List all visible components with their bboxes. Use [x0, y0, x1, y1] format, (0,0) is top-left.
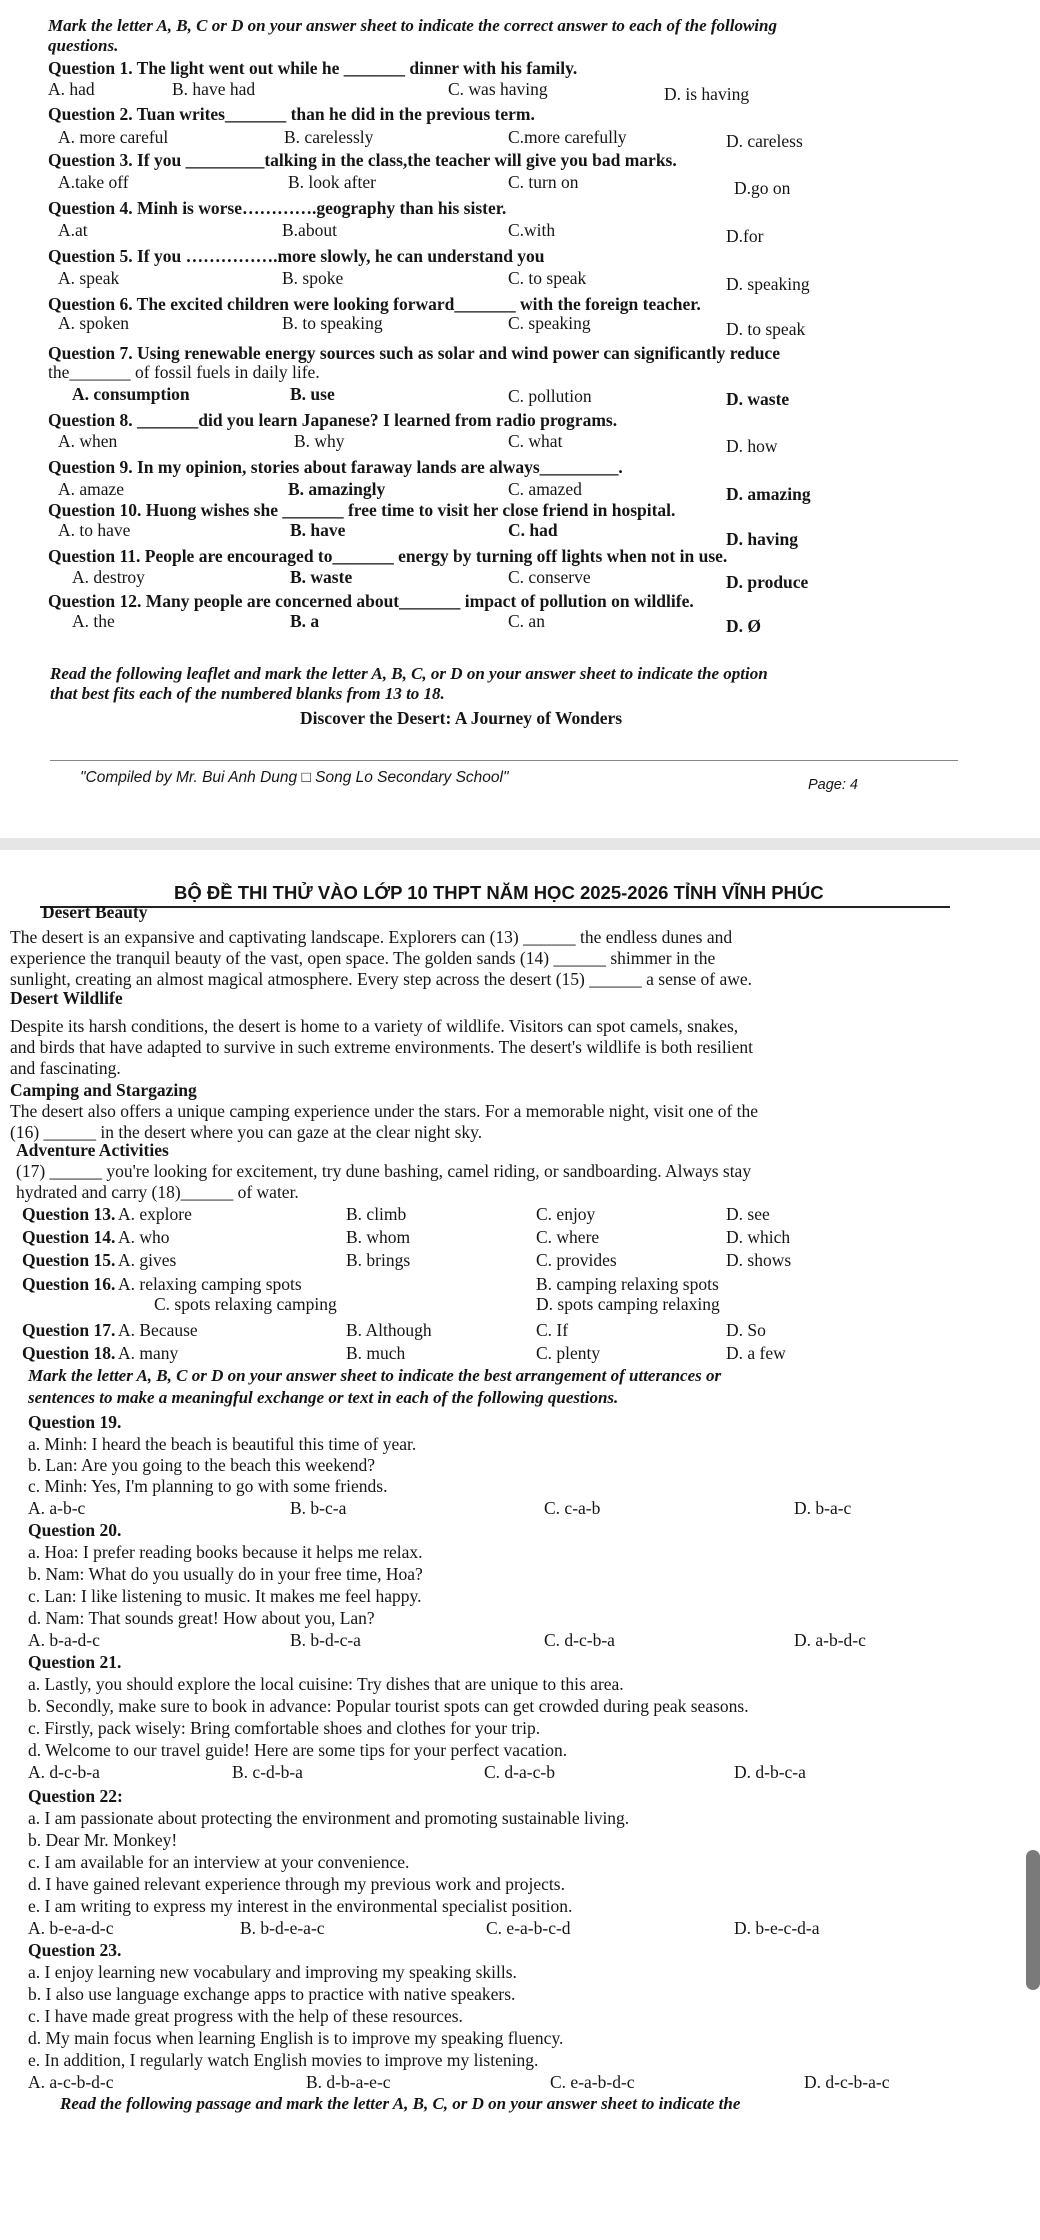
option-c: C. to speak — [508, 268, 587, 288]
option-b: B. have had — [172, 79, 256, 99]
option-c: C. e-a-b-d-c — [550, 2072, 635, 2092]
option-b: B. a — [290, 611, 320, 631]
option-b: B. brings — [346, 1250, 411, 1270]
arrange-line: d. I have gained relevant experience through my previous work and projects. — [28, 1874, 565, 1894]
question-label: Question 18. — [22, 1343, 116, 1363]
question-stem: Question 1. The light went out while he _______ dinner with his family. — [48, 58, 578, 78]
option-b: B. waste — [290, 567, 353, 587]
option-c: C. provides — [536, 1250, 617, 1270]
option-a: A. destroy — [72, 567, 145, 587]
arrange-line: b. Lan: Are you going to the beach this weekend? — [28, 1455, 375, 1475]
option-d: D. is having — [664, 84, 750, 104]
section-title: Desert Wildlife — [10, 988, 123, 1008]
option-c: C. d-c-b-a — [544, 1630, 615, 1650]
scrollbar-thumb[interactable] — [1026, 1850, 1040, 1990]
option-a: A. consumption — [72, 384, 190, 404]
option-c: C. conserve — [508, 567, 591, 587]
option-d: D. waste — [726, 389, 790, 409]
option-a: A. d-c-b-a — [28, 1762, 100, 1782]
section-title: Camping and Stargazing — [10, 1080, 197, 1100]
option-d: D. So — [726, 1320, 766, 1340]
option-c: C. amazed — [508, 479, 582, 499]
option-b: B. b-d-e-a-c — [240, 1918, 325, 1938]
option-a: A. the — [72, 611, 115, 631]
option-d: D. see — [726, 1204, 770, 1224]
option-b: B. use — [290, 384, 335, 404]
exam-page-5 — [0, 850, 1040, 2240]
option-d: D. shows — [726, 1250, 792, 1270]
option-d: D. d-c-b-a-c — [804, 2072, 890, 2092]
option-a: A. gives — [118, 1250, 177, 1270]
option-d: D.for — [726, 226, 764, 246]
arrange-line: c. Lan: I like listening to music. It makes me feel happy. — [28, 1586, 422, 1606]
arrange-line: c. I am available for an interview at your convenience. — [28, 1852, 410, 1872]
question-label: Question 13. — [22, 1204, 116, 1224]
question-stem: Question 8. _______did you learn Japanese? I learned from radio programs. — [48, 410, 618, 430]
arrange-line: a. Hoa: I prefer reading books because it helps me relax. — [28, 1542, 423, 1562]
passage-line: Despite its harsh conditions, the desert is home to a variety of wildlife. Visitors can spot camels, snakes, — [10, 1016, 739, 1036]
option-b: B. c-d-b-a — [232, 1762, 303, 1782]
arrange-line: d. Nam: That sounds great! How about you, Lan? — [28, 1608, 375, 1628]
footer-credit: "Compiled by Mr. Bui Anh Dung □ Song Lo Secondary School" — [80, 769, 509, 786]
option-c: C.with — [508, 220, 556, 240]
option-a: A. b-e-a-d-c — [28, 1918, 114, 1938]
option-d: D. produce — [726, 572, 809, 592]
option-a: A.at — [58, 220, 88, 240]
arrange-line: d. My main focus when learning English is to improve my speaking fluency. — [28, 2028, 564, 2048]
option-a: A.take off — [58, 172, 129, 192]
option-d: D.go on — [734, 178, 791, 198]
question-stem: Question 7. Using renewable energy sources such as solar and wind power can significantly reduce — [48, 343, 780, 363]
option-c: C. an — [508, 611, 545, 631]
arrange-line: a. I am passionate about protecting the environment and promoting sustainable living. — [28, 1808, 630, 1828]
option-a: A. a-b-c — [28, 1498, 86, 1518]
option-a: A. speak — [58, 268, 120, 288]
page-number: Page: 4 — [808, 777, 858, 793]
option-b: B. why — [294, 431, 345, 451]
option-d: D. amazing — [726, 484, 811, 504]
question-stem: Question 5. If you …………….more slowly, he can understand you — [48, 246, 545, 266]
option-a: A. spoken — [58, 313, 129, 333]
option-c: C. e-a-b-c-d — [486, 1918, 571, 1938]
arrange-line: c. I have made great progress with the help of these resources. — [28, 2006, 463, 2026]
option-d: D. to speak — [726, 319, 806, 339]
passage-line: and birds that have adapted to survive in such extreme environments. The desert's wildlife is both resilient — [10, 1037, 753, 1057]
option-b: B. look after — [288, 172, 376, 192]
option-a: A. relaxing camping spots — [118, 1274, 302, 1294]
passage-line: The desert is an expansive and captivating landscape. Explorers can (13) ______ the endless dunes and — [10, 927, 733, 947]
option-c: C. turn on — [508, 172, 579, 192]
option-b: B. much — [346, 1343, 406, 1363]
arrange-instruction: Mark the letter A, B, C or D on your answer sheet to indicate the best arrangement of utterances or — [28, 1366, 722, 1385]
option-b: B. d-b-a-e-c — [306, 2072, 391, 2092]
exam-header: BỘ ĐỀ THI THỬ VÀO LỚP 10 THPT NĂM HỌC 2025-2026 TỈNH VĨNH PHÚC — [174, 882, 824, 903]
question-title: Question 23. — [28, 1940, 122, 1960]
option-b: B.about — [282, 220, 337, 240]
option-c: C. c-a-b — [544, 1498, 601, 1518]
option-a: A. many — [118, 1343, 179, 1363]
instruction-line: Mark the letter A, B, C or D on your answer sheet to indicate the correct answer to each of the following — [48, 16, 777, 35]
option-a: A. to have — [58, 520, 131, 540]
arrange-line: a. I enjoy learning new vocabulary and improving my speaking skills. — [28, 1962, 517, 1982]
option-c: C. was having — [448, 79, 548, 99]
option-c: C. had — [508, 520, 558, 540]
option-a: A. amaze — [58, 479, 125, 499]
question-label: Question 14. — [22, 1227, 116, 1247]
arrange-line: c. Minh: Yes, I'm planning to go with some friends. — [28, 1476, 388, 1496]
option-b: B. spoke — [282, 268, 344, 288]
option-a: A. b-a-d-c — [28, 1630, 100, 1650]
next-instruction-cut: Read the following passage and mark the letter A, B, C, or D on your answer sheet to indicate the — [60, 2094, 741, 2113]
option-b: B. Although — [346, 1320, 432, 1340]
option-c: C. what — [508, 431, 563, 451]
section-title: Adventure Activities — [16, 1140, 169, 1160]
option-b: B. climb — [346, 1204, 407, 1224]
option-d: D. Ø — [726, 616, 761, 636]
option-c: C. speaking — [508, 313, 591, 333]
option-b: B. have — [290, 520, 346, 540]
arrange-line: d. Welcome to our travel guide! Here are some tips for your perfect vacation. — [28, 1740, 568, 1760]
option-b: B. amazingly — [288, 479, 386, 499]
passage-line: experience the tranquil beauty of the vast, open space. The golden sands (14) ______ shimmer in the — [10, 948, 716, 968]
footer-divider — [50, 760, 958, 761]
question-title: Question 20. — [28, 1520, 122, 1540]
question-title: Question 19. — [28, 1412, 122, 1432]
question-stem: Question 12. Many people are concerned about_______ impact of pollution on wildlife. — [48, 591, 694, 611]
option-d: D. b-e-c-d-a — [734, 1918, 820, 1938]
arrange-line: b. Dear Mr. Monkey! — [28, 1830, 178, 1850]
option-c: C. enjoy — [536, 1204, 596, 1224]
option-a: A. when — [58, 431, 118, 451]
leaflet-instruction: Read the following leaflet and mark the letter A, B, C, or D on your answer sheet to indicate the option — [50, 664, 768, 683]
option-d: D. a-b-d-c — [794, 1630, 866, 1650]
question-label: Question 16. — [22, 1274, 116, 1294]
option-a: A. had — [48, 79, 95, 99]
option-d: D. having — [726, 529, 798, 549]
question-stem: Question 9. In my opinion, stories about faraway lands are always_________. — [48, 457, 623, 477]
instruction-line: questions. — [48, 36, 119, 55]
arrange-line: a. Lastly, you should explore the local cuisine: Try dishes that are unique to this area. — [28, 1674, 624, 1694]
arrange-line: e. In addition, I regularly watch English movies to improve my listening. — [28, 2050, 539, 2070]
question-title: Question 21. — [28, 1652, 122, 1672]
option-c: C.more carefully — [508, 127, 627, 147]
question-label: Question 15. — [22, 1250, 116, 1270]
arrange-line: b. I also use language exchange apps to practice with native speakers. — [28, 1984, 516, 2004]
option-c: C. spots relaxing camping — [154, 1294, 337, 1314]
option-d: D. b-a-c — [794, 1498, 852, 1518]
option-c: C. plenty — [536, 1343, 601, 1363]
arrange-line: b. Nam: What do you usually do in your free time, Hoa? — [28, 1564, 423, 1584]
question-stem: Question 3. If you _________talking in the class,the teacher will give you bad marks. — [48, 150, 677, 170]
leaflet-title: Discover the Desert: A Journey of Wonders — [300, 708, 623, 728]
passage-line: (16) ______ in the desert where you can gaze at the clear night sky. — [10, 1122, 483, 1142]
header-rule — [40, 906, 950, 908]
option-a: A. more careful — [58, 127, 169, 147]
option-b: B. camping relaxing spots — [536, 1274, 719, 1294]
option-d: D. how — [726, 436, 778, 456]
option-d: D. spots camping relaxing — [536, 1294, 720, 1314]
question-stem: Question 10. Huong wishes she _______ free time to visit her close friend in hospital. — [48, 500, 676, 520]
arrange-instruction: sentences to make a meaningful exchange or text in each of the following questions. — [28, 1388, 619, 1407]
option-c: C. d-a-c-b — [484, 1762, 555, 1782]
option-a: A. a-c-b-d-c — [28, 2072, 114, 2092]
question-stem: Question 6. The excited children were looking forward_______ with the foreign teacher. — [48, 294, 701, 314]
option-d: D. speaking — [726, 274, 810, 294]
page-separator — [0, 838, 1040, 850]
option-d: D. careless — [726, 131, 803, 151]
passage-line: (17) ______ you're looking for excitement, try dune bashing, camel riding, or sandboarding. Always stay — [16, 1161, 752, 1181]
arrange-line: c. Firstly, pack wisely: Bring comfortable shoes and clothes for your trip. — [28, 1718, 541, 1738]
option-d: D. a few — [726, 1343, 786, 1363]
leaflet-instruction: that best fits each of the numbered blanks from 13 to 18. — [50, 684, 445, 703]
section-title: Desert Beauty — [42, 902, 148, 922]
passage-line: hydrated and carry (18)______ of water. — [16, 1182, 299, 1202]
option-a: A. who — [118, 1227, 170, 1247]
option-b: B. whom — [346, 1227, 411, 1247]
option-b: B. b-c-a — [290, 1498, 347, 1518]
option-a: A. explore — [118, 1204, 192, 1224]
question-stem-continued: the_______ of fossil fuels in daily life. — [48, 362, 320, 382]
exam-page-4 — [0, 0, 1040, 838]
option-c: C. If — [536, 1320, 569, 1340]
arrange-line: e. I am writing to express my interest in the environmental specialist position. — [28, 1896, 573, 1916]
option-b: B. carelessly — [284, 127, 374, 147]
question-stem: Question 11. People are encouraged to_______ energy by turning off lights when not in use. — [48, 546, 728, 566]
option-b: B. b-d-c-a — [290, 1630, 361, 1650]
question-stem: Question 4. Minh is worse………….geography than his sister. — [48, 198, 507, 218]
question-label: Question 17. — [22, 1320, 116, 1340]
question-stem: Question 2. Tuan writes_______ than he did in the previous term. — [48, 104, 535, 124]
option-a: A. Because — [118, 1320, 198, 1340]
passage-line: The desert also offers a unique camping experience under the stars. For a memorable night, visit one of the — [10, 1101, 759, 1121]
question-title: Question 22: — [28, 1786, 123, 1806]
arrange-line: a. Minh: I heard the beach is beautiful this time of year. — [28, 1434, 417, 1454]
option-c: C. pollution — [508, 386, 592, 406]
arrange-line: b. Secondly, make sure to book in advance: Popular tourist spots can get crowded during peak seasons. — [28, 1696, 749, 1716]
passage-line: and fascinating. — [10, 1058, 121, 1078]
option-c: C. where — [536, 1227, 600, 1247]
passage-line: sunlight, creating an almost magical atmosphere. Every step across the desert (15) ______ a sense of awe. — [10, 969, 753, 989]
option-b: B. to speaking — [282, 313, 383, 333]
option-d: D. which — [726, 1227, 791, 1247]
option-d: D. d-b-c-a — [734, 1762, 806, 1782]
